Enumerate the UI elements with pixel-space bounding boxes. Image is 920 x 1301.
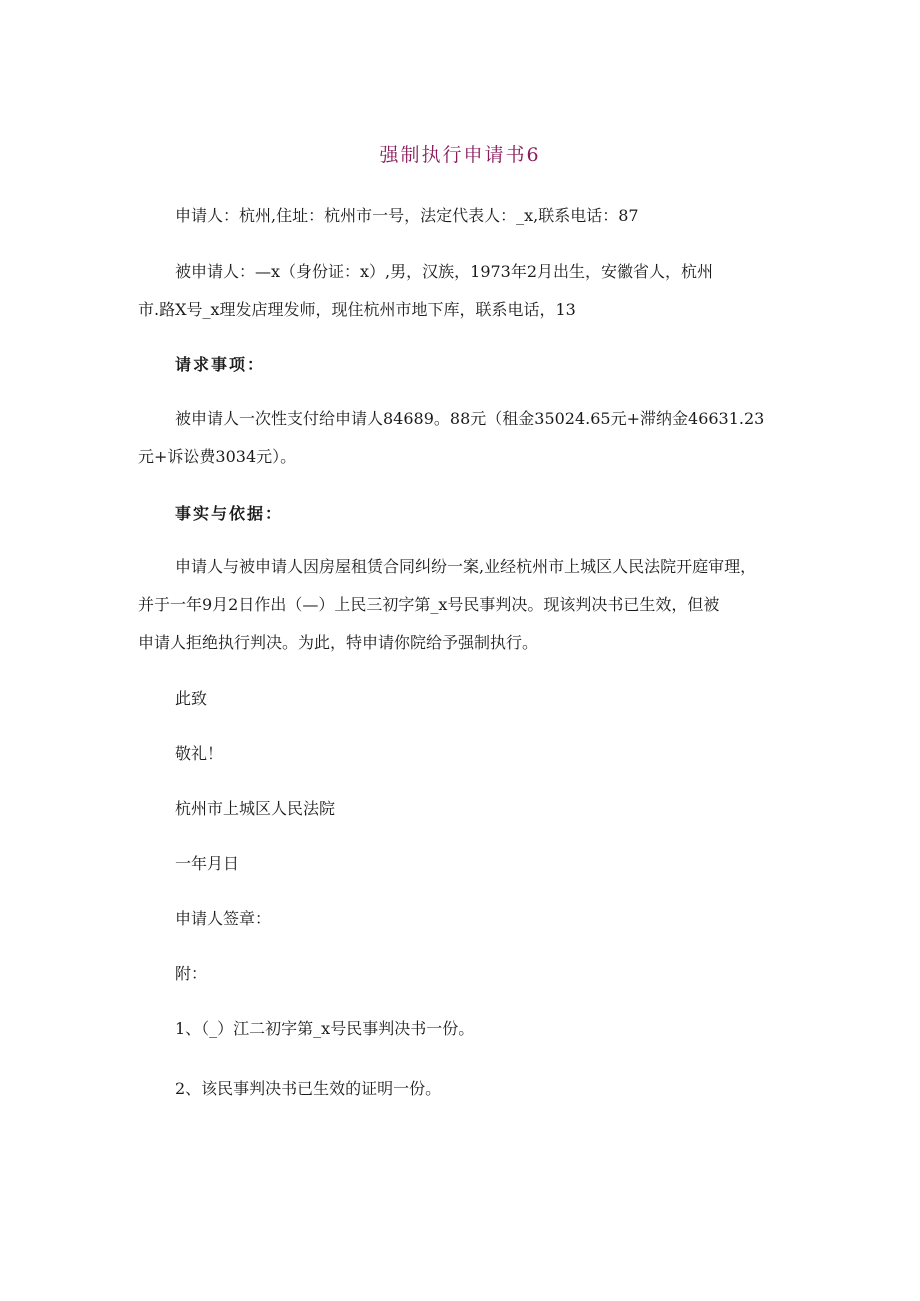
facts-body xyxy=(138,548,798,662)
facts-line-1: 申请人与被申请人因房屋租赁合同纠纷一案,业经杭州市上城区人民法院开庭审理， xyxy=(175,557,757,576)
request-line-2: 元+诉讼费3034元）。 xyxy=(138,447,297,466)
closing-line-1: 此致 xyxy=(175,689,208,708)
closing-line-2: 敬礼！ xyxy=(175,744,224,763)
attachment-item-1: 1、（_）江二初字第_x号民事判决书一份。 xyxy=(175,1019,475,1038)
document-date: 一年月日 xyxy=(175,854,240,873)
facts-heading: 事实与依据： xyxy=(175,504,284,523)
respondent-info xyxy=(138,253,798,329)
facts-line-3: 申请人拒绝执行判决。为此，特申请你院给予强制执行。 xyxy=(138,633,539,652)
request-heading: 请求事项： xyxy=(175,355,266,374)
respondent-line-2: 市.路X号_x理发店理发师，现住杭州市地下库，联系电话，13 xyxy=(138,300,576,319)
court-name: 杭州市上城区人民法院 xyxy=(175,799,336,818)
request-body xyxy=(138,400,798,476)
request-line-1: 被申请人一次性支付给申请人84689。88元（租金35024.65元+滞纳金46631.23 xyxy=(175,409,765,428)
document-title: 强制执行申请书6 xyxy=(379,144,541,166)
signature-label: 申请人签章： xyxy=(175,909,272,928)
facts-line-2: 并于一年9月2日作出（—）上民三初字第_x号民事判决。现该判决书已生效，但被 xyxy=(138,595,720,614)
attachment-item-2: 2、该民事判决书已生效的证明一份。 xyxy=(175,1079,442,1098)
applicant-info: 申请人：杭州,住址：杭州市一号，法定代表人：_x,联系电话：87 xyxy=(175,206,639,225)
respondent-line-1: 被申请人：—x（身份证：x）,男，汉族，1973年2月出生，安徽省人，杭州 xyxy=(175,262,714,281)
attachments-heading: 附： xyxy=(175,964,208,983)
